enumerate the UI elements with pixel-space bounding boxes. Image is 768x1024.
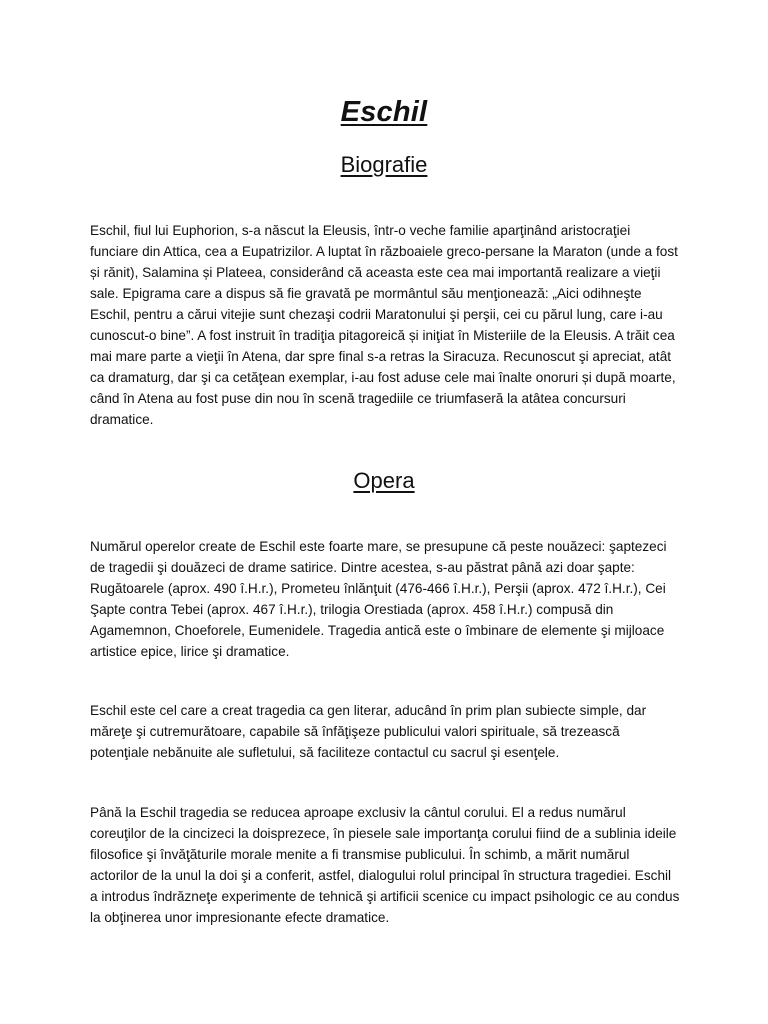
paragraph-biografie: Eschil, fiul lui Euphorion, s-a născut la Eleusis, într-o veche familie aparţinând aristocraţiei funciare din Attica, cea a Eupatrizilor. A luptat în războaiele greco-persane la Maraton (unde a fost și rănit), Salamina și Plateea, considerând că aceasta este cea mai importantă realizare a vieţii sale. Epigrama care a dispus să fie gravată pe mormântul său menţionează: „Aici odihneşte Eschil, pentru a cărui vitejie sunt chezaşi codrii Maratonului şi perşii, cei cu părul lung, care i-au cunoscut-o bine”. A fost instruit în tradiţia pitagoreică și iniţiat în Misteriile de la Eleusis. A trăit cea mai mare parte a vieţii în Atena, dar spre final s-a retras la Siracuza. Recunoscut şi apreciat, atât ca dramaturg, dar şi ca cetăţean exemplar, i-au fost aduse cele mai înalte onoruri și după moarte, când în Atena au fost puse din nou în scenă tragediile ce triumfaseră la atâtea concursuri dramatice.: [90, 223, 678, 427]
paragraph-opera-2: Eschil este cel care a creat tragedia ca gen literar, aducând în prim plan subiecte simple, dar măreţe şi cutremurătoare, capabile să înfăţişeze publicului valori spirituale, să trezească potenţiale nebănuite ale sufletului, să faciliteze contactul cu sacrul şi esenţele.: [90, 703, 647, 760]
paragraph-opera-1: Numărul operelor create de Eschil este foarte mare, se presupune că peste nouăzeci: şaptezeci de tragedii şi douăzeci de drame satirice. Dintre acestea, s-au păstrat până azi doar şapte: Rugătoarele (aprox. 490 î.H.r.), Prometeu înlănţuit (476-466 î.H.r.), Perşii (aprox. 472 î.H.r.), Cei Şapte contra Tebei (aprox. 467 î.H.r.), trilogia Orestiada (aprox. 458 î.H.r.) compusă din Agamemnon, Choeforele, Eumenidele. Tragedia antică este o îmbinare de elemente şi mijloace artistice epice, lirice şi dramatice.: [90, 539, 667, 659]
section-heading-biografie: Biografie: [340, 152, 428, 177]
document-title: Eschil: [340, 96, 428, 128]
section-heading-opera: Opera: [353, 468, 415, 493]
paragraph-opera-3: Până la Eschil tragedia se reducea aproape exclusiv la cântul corului. El a redus numărul coreuţilor de la cincizeci la doisprezece, în piesele sale importanţa corului fiind de a sublinia ideile filosofice şi învăţăturile morale menite a fi transmise publicului. În schimb, a mărit numărul actorilor de la unul la doi şi a conferit, astfel, dialogului rolul principal în structura tragediei. Eschil a introdus îndrăzneţe experimente de tehnică şi artificii scenice cu impact psihologic ce au condus la obţinerea unor impresionante efecte dramatice.: [90, 805, 680, 925]
